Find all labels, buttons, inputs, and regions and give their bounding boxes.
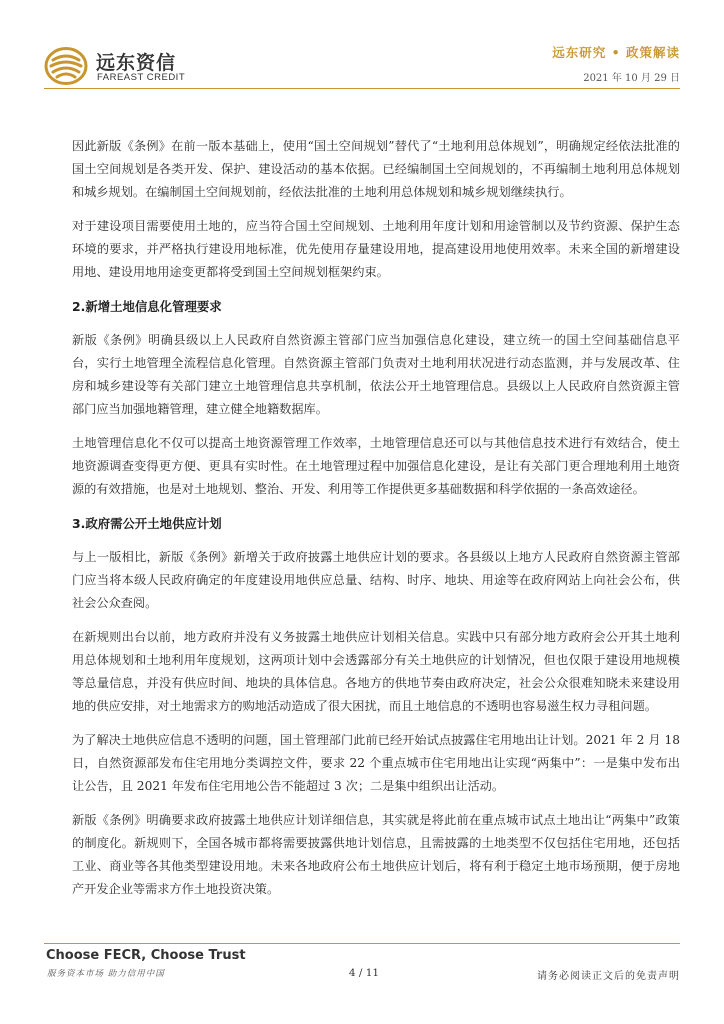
section-heading: 2.新增土地信息化管理要求	[72, 299, 222, 314]
paragraph: 在新规则出台以前，地方政府并没有义务披露土地供应计划相关信息。实践中只有部分地方政府会公开其土地利用总体规划和土地利用年度规划，这两项计划中会透露部分有关土地供应的计划情况，但也仅限于建设用地规模等总量信息，并没有供应时间、地块的具体信息。各地方的供地节奏由政府决定，社会公众很难知晓未来建设用地的供应安排，对土地需求方的购地活动造成了很大困扰，而且土地信息的不透明也容易滋生权力寻租问题。	[72, 630, 680, 713]
report-section-label: 远东研究 • 政策解读	[552, 45, 680, 60]
section-heading: 3.政府需公开土地供应计划	[72, 516, 222, 531]
paragraph: 与上一版相比，新版《条例》新增关于政府披露土地供应计划的要求。各县级以上地方人民政府自然资源主管部门应当将本级人民政府确定的年度建设用地供应总量、结构、时序、地块、用途等在政府网站上向社会公布，供社会公众查阅。	[72, 550, 680, 610]
paragraph: 为了解决土地供应信息不透明的问题，国土管理部门此前已经开始试点披露住宅用地出让计划。2021 年 2 月 18 日，自然资源部发布住宅用地分类调控文件，要求 22 个重点城市住宅用地出让实现“两集中”：一是集中发布出让公告，且 2021 年发布住宅用地公告不能超过 3 次；二是集中组织出让活动。	[72, 733, 680, 793]
paragraph: 土地管理信息化不仅可以提高土地资源管理工作效率，土地管理信息还可以与其他信息技术进行有效结合，使土地资源调查变得更方便、更具有实时性。在土地管理过程中加强信息化建设，是让有关部门更合理地利用土地资源的有效措施，也是对土地规划、整治、开发、利用等工作提供更多基础数据和科学依据的一条高效途径。	[72, 436, 680, 496]
paragraph: 新版《条例》明确要求政府披露土地供应计划详细信息，其实就是将此前在重点城市试点土地出让“两集中”政策的制度化。新规则下，全国各城市都将需要披露供地计划信息，且需披露的土地类型不仅包括住宅用地，还包括工业、商业等各其他类型建设用地。未来各地政府公布土地供应计划后，将有利于稳定土地市场预期，便于房地产开发企业等需求方作土地投资决策。	[72, 813, 680, 896]
company-logo	[44, 46, 194, 86]
footer-slogan-chinese: 服务资本市场 助力信用中国	[47, 969, 165, 979]
logo-english-name: FAREAST CREDIT	[97, 72, 186, 83]
footer-slogan-english: Choose FECR, Choose Trust	[46, 948, 246, 963]
disclaimer-notice: 请务必阅读正文后的免责声明	[537, 971, 680, 982]
paragraph: 对于建设项目需要使用土地的，应当符合国土空间规划、土地利用年度计划和用途管制以及节约资源、保护生态环境的要求，并严格执行建设用地标准，优先使用存量建设用地，提高建设用地使用效率。未来全国的新增建设用地、建设用地用途变更都将受到国土空间规划框架约束。	[72, 219, 680, 279]
report-date: 2021 年 10 月 29 日	[583, 73, 680, 84]
header-divider	[44, 88, 680, 89]
logo-chinese-name: 远东资信	[96, 52, 177, 74]
page-number: 4 / 11	[348, 967, 380, 979]
footer-divider	[44, 943, 680, 944]
paragraph: 新版《条例》明确县级以上人民政府自然资源主管部门应当加强信息化建设，建立统一的国土空间基础信息平台，实行土地管理全流程信息化管理。自然资源主管部门负责对土地利用状况进行动态监测，并与发展改革、住房和城乡建设等有关部门建立土地管理信息共享机制，依法公开土地管理信息。县级以上人民政府自然资源主管部门应当加强地籍管理，建立健全地籍数据库。	[72, 333, 680, 416]
page-header	[0, 0, 724, 100]
document-body	[72, 135, 680, 912]
fareast-logo-icon	[44, 46, 88, 86]
paragraph: 因此新版《条例》在前一版本基础上，使用“国土空间规划”替代了“土地利用总体规划”，明确规定经依法批准的国土空间规划是各类开发、保护、建设活动的基本依据。已经编制国土空间规划的，不再编制土地利用总体规划和城乡规划。在编制国土空间规划前，经依法批准的土地利用总体规划和城乡规划继续执行。	[72, 139, 680, 199]
